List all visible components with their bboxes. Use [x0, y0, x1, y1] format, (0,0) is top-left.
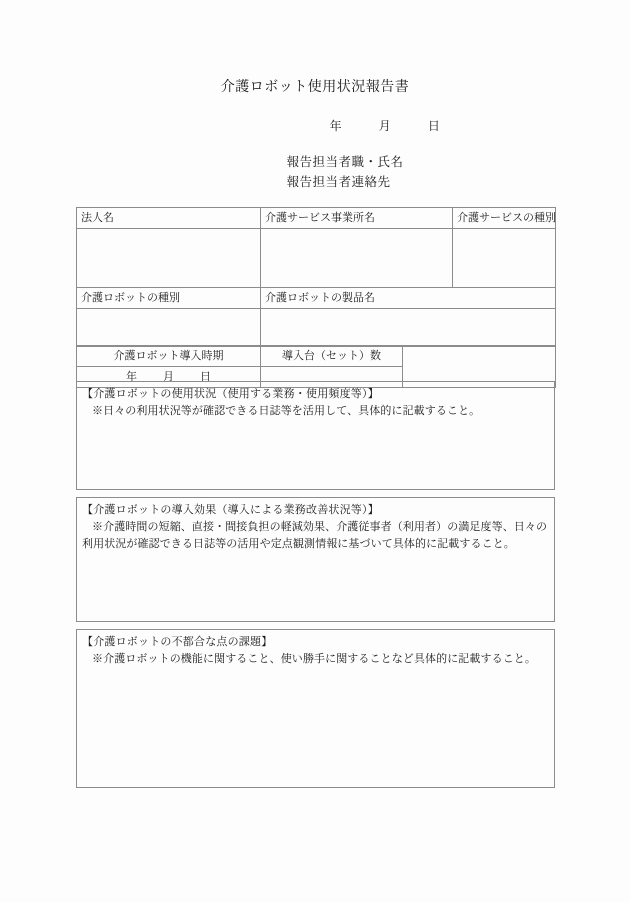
input-service-type[interactable]: [453, 229, 556, 288]
section-effect-note: ※介護時間の短縮、直接・間接負担の軽減効果、介護従事者（利用者）の満足度等、日々の利用状況が確認できる日誌等の活用や定点観測情報に基づいて具体的に記載すること。: [82, 520, 548, 550]
table-row: [77, 208, 556, 229]
section-effect-title: 【介護ロボットの導入効果（導入による業務改善状況等）】: [82, 503, 379, 516]
input-corporation-name[interactable]: [77, 229, 261, 288]
section-issues-note: ※介護ロボットの機能に関すること、使い勝手に関することなど具体的に記載すること。: [92, 652, 536, 665]
intro-day-label: 日: [200, 370, 211, 383]
page-title: 介護ロボット使用状況報告書: [220, 79, 410, 95]
section-usage-status[interactable]: [76, 381, 555, 490]
date-day-label: 日: [427, 119, 441, 133]
header-corporation-name: 法人名: [77, 208, 261, 229]
date-line: [0, 117, 630, 134]
reporter-name-label: 報告担当者職・氏名: [286, 154, 404, 169]
date-year-label: 年: [329, 119, 343, 133]
header-unit-count: 導入台（セット）数: [261, 346, 403, 367]
section-usage-title: 【介護ロボットの使用状況（使用する業務・使用頻度等）】: [82, 387, 379, 400]
reporter-contact-label: 報告担当者連絡先: [286, 174, 391, 189]
table-row: [77, 346, 556, 367]
header-introduction-period: 介護ロボット導入時期: [77, 346, 261, 367]
header-service-type: 介護サービスの種別: [453, 208, 556, 229]
input-robot-product-name[interactable]: [261, 309, 556, 347]
intro-month-label: 月: [163, 370, 174, 383]
intro-year-label: 年: [126, 370, 137, 383]
reporter-block: [0, 152, 630, 192]
input-service-office-name[interactable]: [261, 229, 453, 288]
table-row: [77, 309, 556, 347]
table-row: [77, 229, 556, 288]
section-introduction-effect[interactable]: [76, 497, 555, 622]
section-usage-note: ※日々の利用状況等が確認できる日誌等を活用して、具体的に記載すること。: [92, 404, 481, 417]
section-issues[interactable]: [76, 629, 555, 788]
date-month-label: 月: [378, 119, 392, 133]
input-robot-type[interactable]: [77, 309, 261, 347]
robot-table: [76, 287, 556, 347]
header-service-office-name: 介護サービス事業所名: [261, 208, 453, 229]
table-row: [77, 288, 556, 309]
section-issues-title: 【介護ロボットの不都合な点の課題】: [82, 635, 273, 648]
header-robot-product-name: 介護ロボットの製品名: [261, 288, 556, 309]
header-robot-type: 介護ロボットの種別: [77, 288, 261, 309]
organization-table: [76, 207, 556, 288]
